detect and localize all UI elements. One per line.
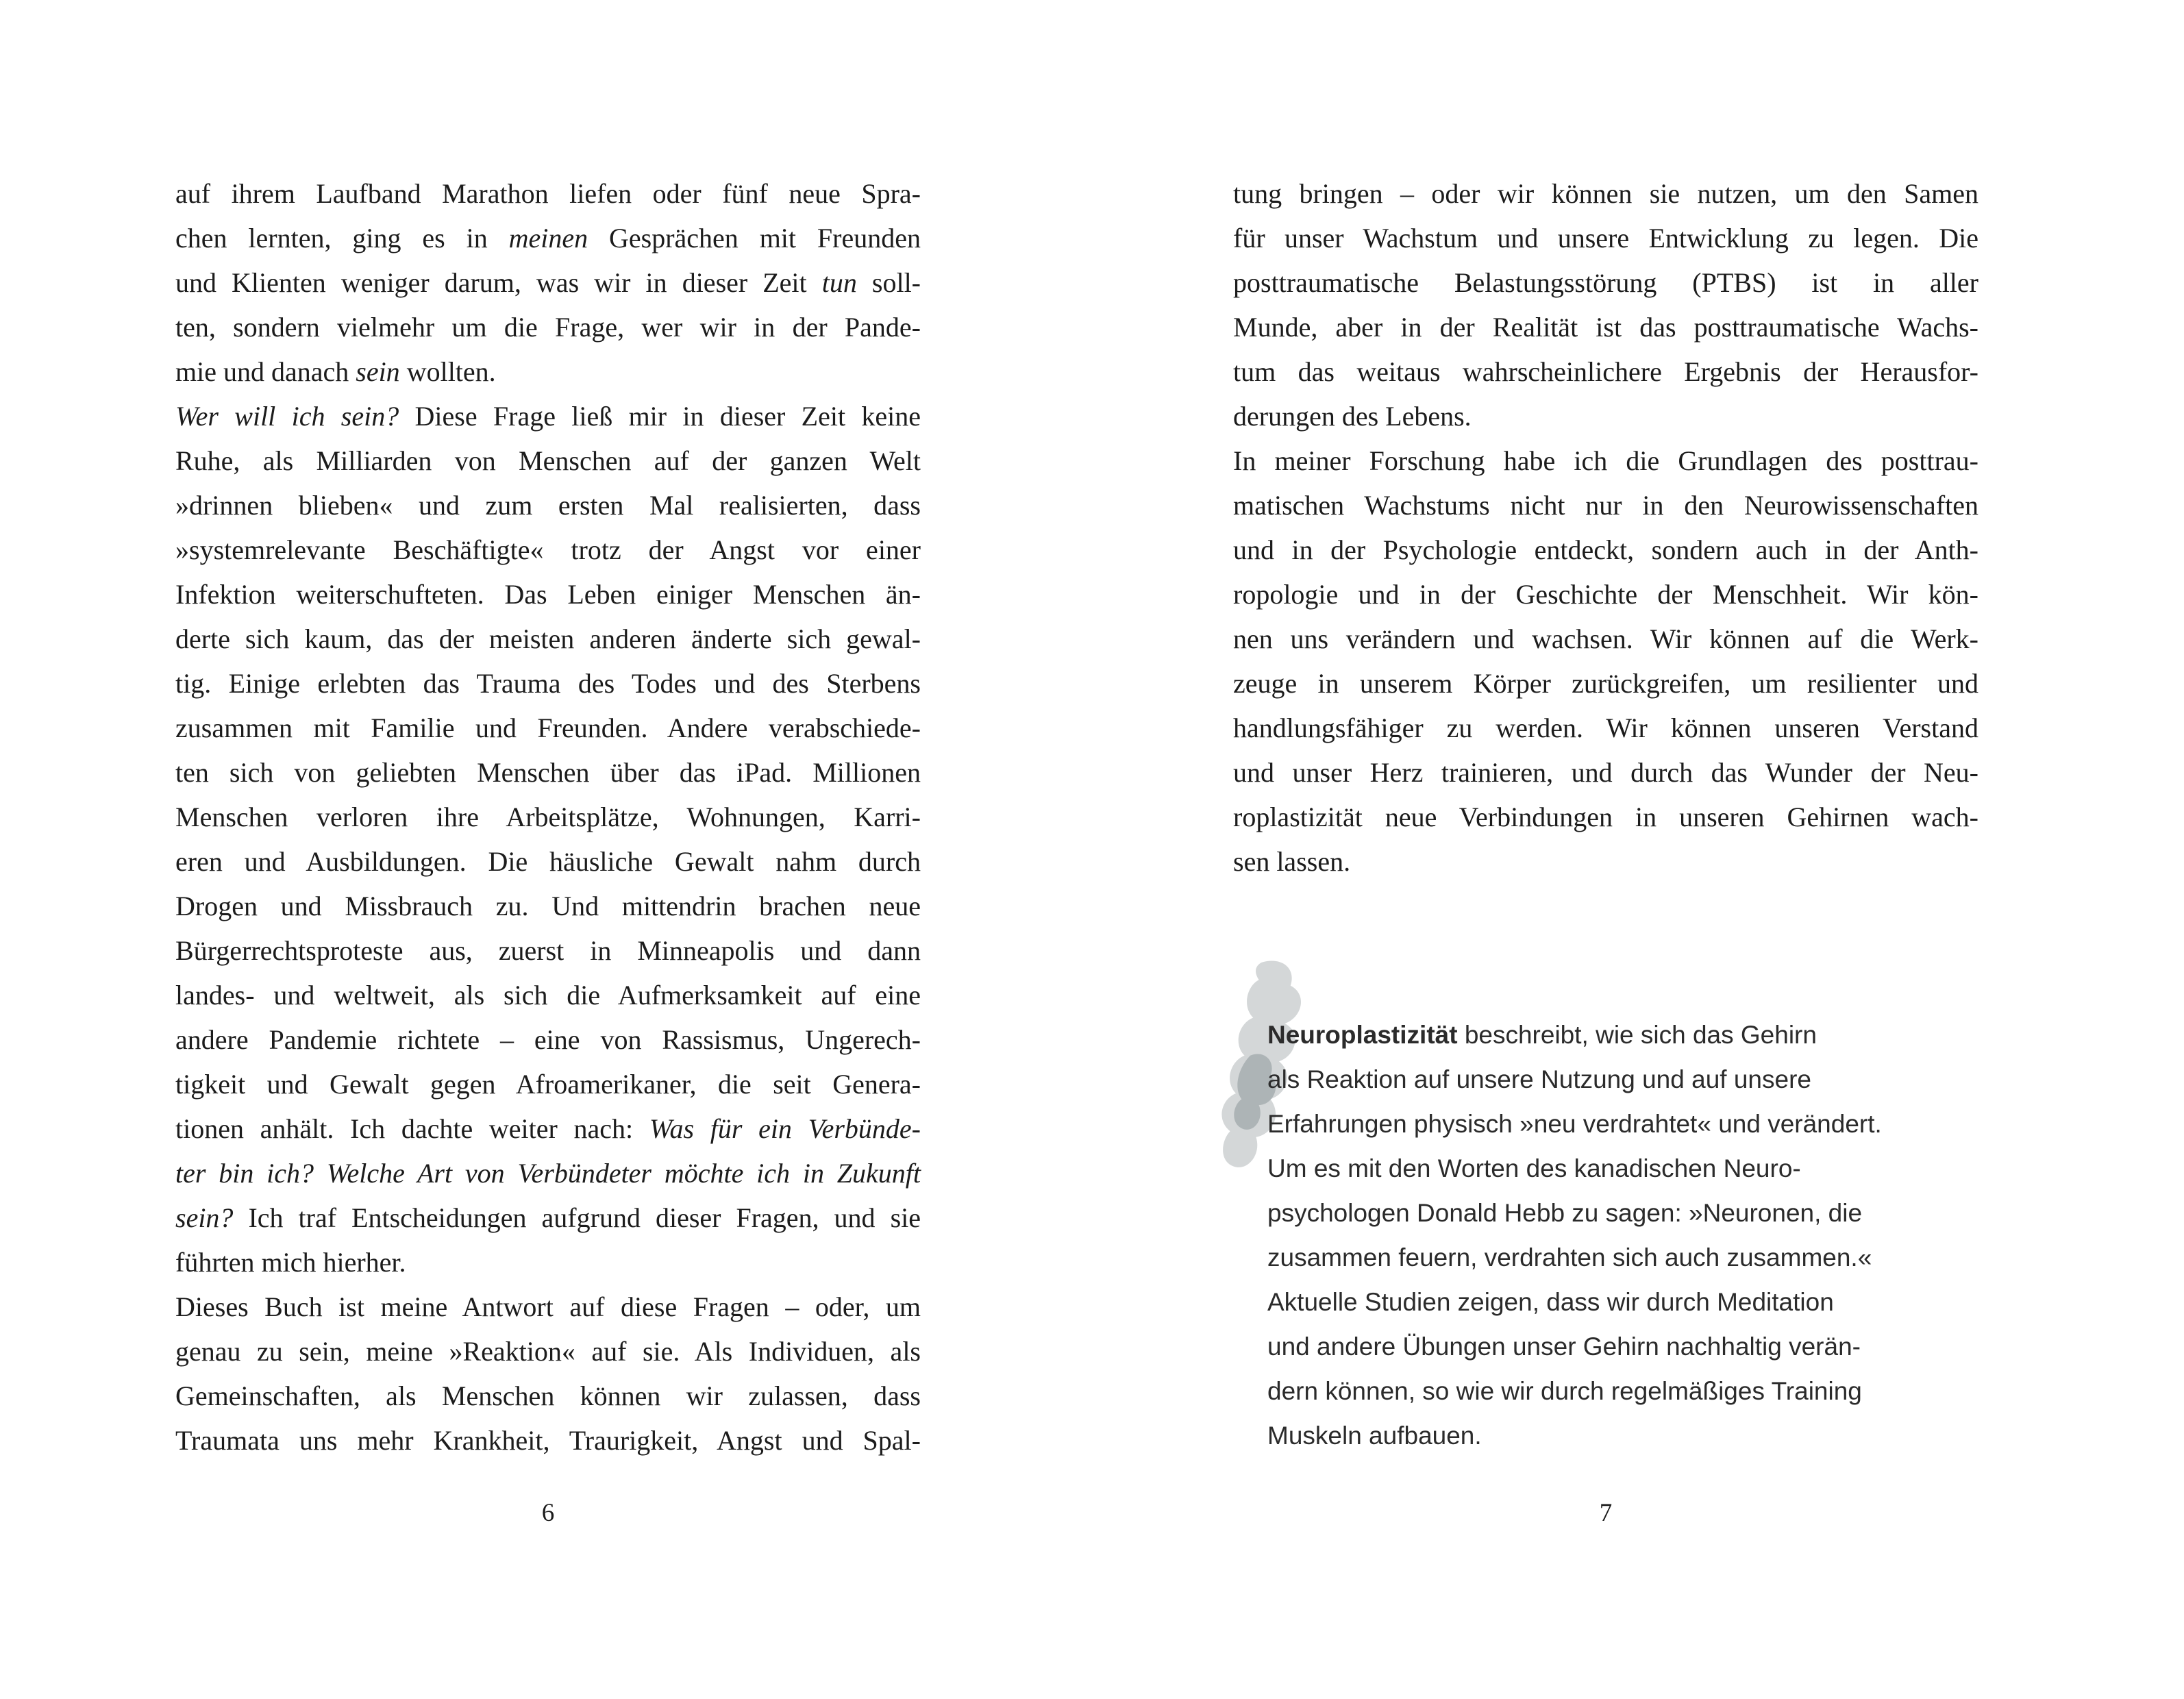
text-line: ter bin ich? Welche Art von Verbündeter möchte ich in Zukunft [175, 1158, 921, 1189]
text-line: matischen Wachstums nicht nur in den Neurowissenschaften [1233, 490, 1978, 521]
text-line: zusammen mit Familie und Freunden. Andere verabschiede- [175, 712, 921, 743]
paragraph [1233, 438, 1978, 884]
text-line: für unser Wachstum und unsere Entwicklung zu legen. Die [1233, 223, 1978, 253]
text-line: auf ihrem Laufband Marathon liefen oder fünf neue Spra- [175, 178, 921, 209]
neuroplasticity-info-box [1267, 1013, 1980, 1458]
text-line: andere Pandemie richtete – eine von Rassismus, Ungerech- [175, 1024, 921, 1055]
right-text-column [1233, 171, 1978, 884]
text-line: ten sich von geliebten Menschen über das iPad. Millionen [175, 757, 921, 788]
text-line: landes- und weltweit, als sich die Aufmerksamkeit auf eine [175, 980, 921, 1010]
text-line: genau zu sein, meine »Reaktion« auf sie. Als Individuen, als [175, 1336, 921, 1367]
text-line: Bürgerrechtsproteste aus, zuerst in Minneapolis und dann [175, 935, 921, 966]
paragraph [1233, 171, 1978, 438]
text-line: sen lassen. [1233, 846, 1351, 877]
text-line: Dieses Buch ist meine Antwort auf diese Fragen – oder, um [175, 1291, 921, 1322]
text-line: zusammen feuern, verdrahten sich auch zusammen.« [1267, 1243, 1872, 1272]
text-line: Drogen und Missbrauch zu. Und mittendrin brachen neue [175, 891, 921, 921]
text-line: Menschen verloren ihre Arbeitsplätze, Wohnungen, Karri- [175, 802, 921, 832]
text-line: Neuroplastizität beschreibt, wie sich das Gehirn [1267, 1021, 1817, 1049]
text-line: Ruhe, als Milliarden von Menschen auf der ganzen Welt [175, 445, 921, 476]
text-line: Muskeln aufbauen. [1267, 1422, 1482, 1450]
text-line: »systemrelevante Beschäftigte« trotz der Angst vor einer [175, 534, 921, 565]
text-line: sein? Ich traf Entscheidungen aufgrund dieser Fragen, und sie [175, 1202, 921, 1233]
text-line: und Klienten weniger darum, was wir in dieser Zeit tun soll- [175, 267, 921, 298]
text-line: und in der Psychologie entdeckt, sondern auch in der Anth- [1233, 534, 1978, 565]
text-line: »drinnen blieben« und zum ersten Mal realisierten, dass [175, 490, 921, 521]
text-line: Infektion weiterschufteten. Das Leben einiger Menschen än- [175, 579, 921, 610]
text-line: tum das weitaus wahrscheinlichere Ergebnis der Herausfor- [1233, 356, 1978, 387]
page-number-right: 7 [1599, 1499, 1613, 1527]
text-line: chen lernten, ging es in meinen Gesprächen mit Freunden [175, 223, 921, 253]
text-line: Wer will ich sein? Diese Frage ließ mir in dieser Zeit keine [175, 401, 921, 432]
text-line: Gemeinschaften, als Menschen können wir zulassen, dass [175, 1380, 921, 1411]
text-line: handlungsfähiger zu werden. Wir können unseren Verstand [1233, 712, 1978, 743]
text-line: Erfahrungen physisch »neu verdrahtet« und verändert. [1267, 1110, 1882, 1138]
text-line: tigkeit und Gewalt gegen Afroamerikaner, die seit Genera- [175, 1069, 921, 1100]
text-line: und unser Herz trainieren, und durch das Wunder der Neu- [1233, 757, 1978, 788]
text-line: Aktuelle Studien zeigen, dass wir durch Meditation [1267, 1288, 1834, 1316]
text-line: Traumata uns mehr Krankheit, Traurigkeit, Angst und Spal- [175, 1425, 921, 1456]
paragraph [175, 1285, 921, 1463]
text-line: tig. Einige erlebten das Trauma des Todes und des Sterbens [175, 668, 921, 699]
paragraph [175, 394, 921, 1285]
left-text-column [175, 171, 921, 1463]
text-line: nen uns verändern und wachsen. Wir können auf die Werk- [1233, 623, 1978, 654]
paragraph [175, 171, 921, 394]
text-line: zeuge in unserem Körper zurückgreifen, um resilienter und [1233, 668, 1978, 699]
text-line: führten mich hierher. [175, 1247, 406, 1278]
text-line: tionen anhält. Ich dachte weiter nach: Was für ein Verbünde- [175, 1113, 921, 1144]
text-line: In meiner Forschung habe ich die Grundlagen des posttrau- [1233, 445, 1978, 476]
text-line: roplastizität neue Verbindungen in unseren Gehirnen wach- [1233, 802, 1978, 832]
text-line: ropologie und in der Geschichte der Menschheit. Wir kön- [1233, 579, 1978, 610]
text-line: psychologen Donald Hebb zu sagen: »Neuronen, die [1267, 1199, 1863, 1227]
text-line: als Reaktion auf unsere Nutzung und auf unsere [1267, 1065, 1811, 1093]
text-line: dern können, so wie wir durch regelmäßiges Training [1267, 1377, 1862, 1405]
text-line: Munde, aber in der Realität ist das posttraumatische Wachs- [1233, 312, 1978, 343]
text-line: und andere Übungen unser Gehirn nachhaltig verän- [1267, 1332, 1861, 1361]
text-line: eren und Ausbildungen. Die häusliche Gewalt nahm durch [175, 846, 921, 877]
text-line: Um es mit den Worten des kanadischen Neuro- [1267, 1154, 1801, 1182]
text-line: derungen des Lebens. [1233, 401, 1472, 432]
page-number-left: 6 [541, 1499, 555, 1527]
text-line: posttraumatische Belastungsstörung (PTBS) ist in aller [1233, 267, 1978, 298]
text-line: derte sich kaum, das der meisten anderen änderte sich gewal- [175, 623, 921, 654]
text-line: mie und danach sein wollten. [175, 356, 496, 387]
text-line: ten, sondern vielmehr um die Frage, wer wir in der Pande- [175, 312, 921, 343]
text-line: tung bringen – oder wir können sie nutzen, um den Samen [1233, 178, 1978, 209]
